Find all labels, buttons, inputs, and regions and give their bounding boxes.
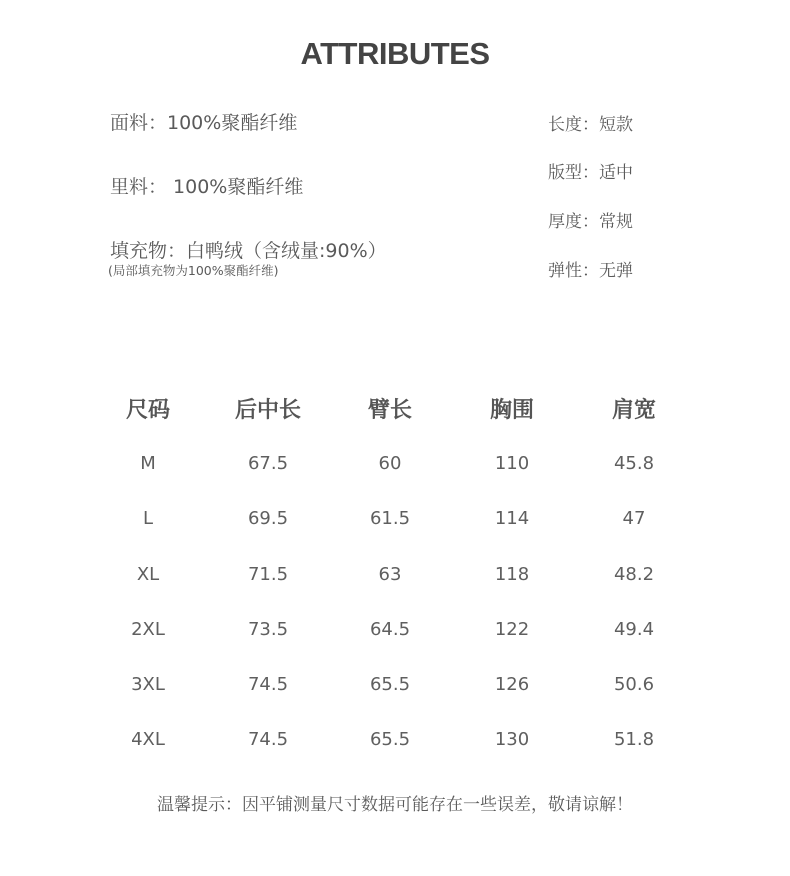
length-attribute: 长度：短款: [548, 115, 633, 135]
filling-note: (局部填充物为100%聚酯纤维): [108, 263, 279, 278]
sleeve-length-cell: 61.5: [369, 508, 411, 529]
back-length-cell: 73.5: [247, 619, 289, 640]
shoulder-cell: 50.6: [613, 674, 655, 695]
header-back-length: 后中长: [234, 398, 301, 423]
shoulder-cell: 47: [622, 508, 646, 529]
header-sleeve-length: 臂长: [367, 398, 412, 423]
shoulder-cell: 51.8: [613, 729, 655, 750]
sleeve-length-cell: 63: [378, 564, 402, 585]
page-title: ATTRIBUTES: [300, 36, 490, 71]
header-size: 尺码: [125, 398, 170, 423]
chest-cell: 122: [494, 619, 530, 640]
back-length-cell: 67.5: [247, 453, 289, 474]
size-cell: 2XL: [131, 619, 165, 640]
size-cell: XL: [136, 564, 160, 585]
back-length-cell: 69.5: [247, 508, 289, 529]
size-cell: M: [140, 453, 156, 474]
size-cell: L: [142, 508, 154, 529]
size-cell: 3XL: [131, 674, 165, 695]
sleeve-length-cell: 65.5: [369, 729, 411, 750]
fabric-attribute: 面料：100%聚酯纤维: [110, 112, 298, 134]
shoulder-cell: 45.8: [613, 453, 655, 474]
fit-attribute: 版型：适中: [548, 163, 633, 183]
sleeve-length-cell: 65.5: [369, 674, 411, 695]
elasticity-attribute: 弹性：无弹: [548, 261, 633, 281]
sleeve-length-cell: 64.5: [369, 619, 411, 640]
chest-cell: 130: [494, 729, 530, 750]
size-cell: 4XL: [131, 729, 165, 750]
back-length-cell: 71.5: [247, 564, 289, 585]
chest-cell: 114: [494, 508, 530, 529]
header-shoulder: 肩宽: [611, 398, 656, 423]
back-length-cell: 74.5: [247, 674, 289, 695]
filling-attribute: 填充物：白鸭绒（含绒量:90%）: [110, 240, 387, 262]
lining-attribute: 里料： 100%聚酯纤维: [110, 176, 304, 198]
shoulder-cell: 49.4: [613, 619, 655, 640]
measurement-disclaimer: 温馨提示：因平铺测量尺寸数据可能存在一些误差，敬请谅解！: [157, 795, 633, 815]
chest-cell: 118: [494, 564, 530, 585]
shoulder-cell: 48.2: [613, 564, 655, 585]
back-length-cell: 74.5: [247, 729, 289, 750]
sleeve-length-cell: 60: [378, 453, 402, 474]
header-chest: 胸围: [489, 398, 534, 423]
chest-cell: 110: [494, 453, 530, 474]
thickness-attribute: 厚度：常规: [548, 212, 633, 232]
chest-cell: 126: [494, 674, 530, 695]
